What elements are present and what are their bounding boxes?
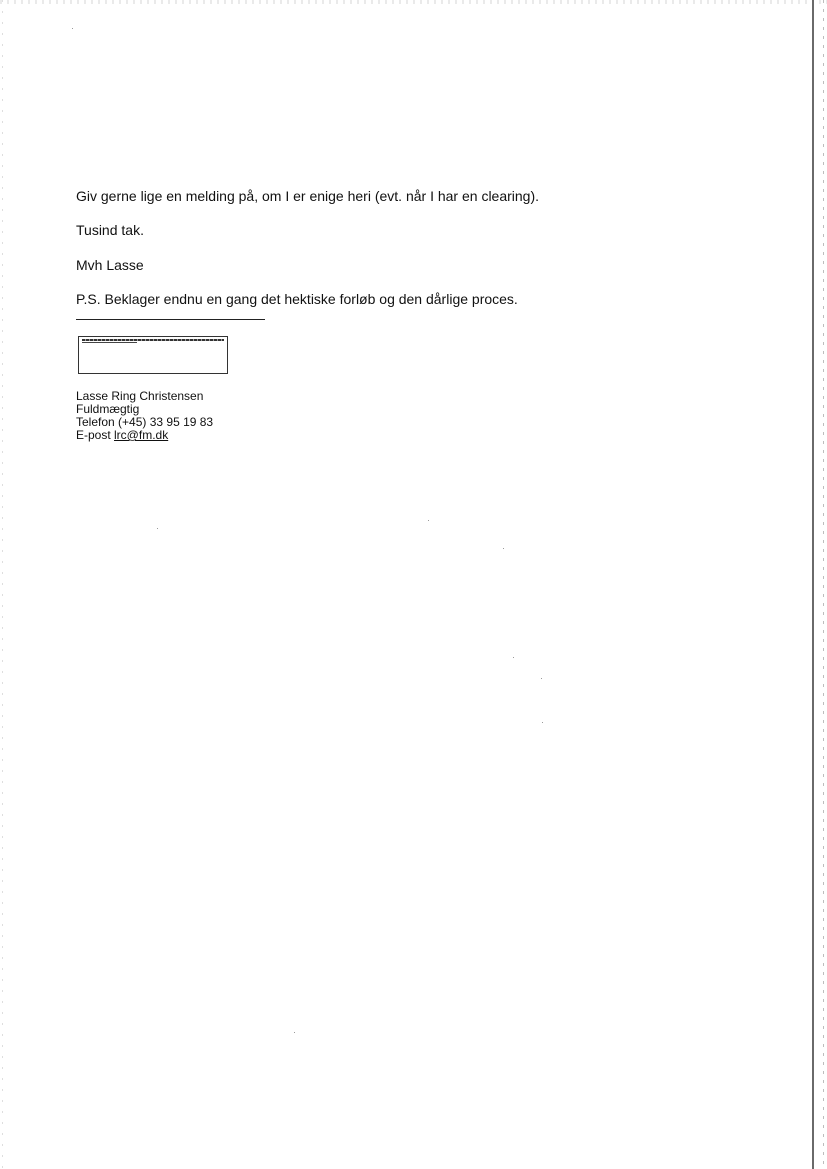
message-paragraph-request: Giv gerne lige en melding på, om I er enige heri (evt. når I har en clearing). (76, 188, 540, 204)
signature-phone: Telefon (+45) 33 95 19 83 (76, 415, 214, 429)
signature-email-line (76, 429, 213, 442)
message-paragraph-thanks: Tusind tak. (76, 222, 144, 238)
scan-artifact-top (0, 0, 827, 4)
signature-email-prefix: E-post (76, 428, 115, 442)
signature-title: Fuldmægtig (76, 402, 140, 416)
signature-logo-image (78, 336, 228, 374)
signature-email-link[interactable]: lrc@fm.dk (114, 428, 169, 442)
logo-image-strip (82, 339, 224, 341)
logo-image-strip-2 (82, 342, 137, 343)
scan-speck (513, 657, 514, 658)
signature-divider (76, 319, 265, 320)
message-paragraph-postscript: P.S. Beklager endnu en gang det hektiske forløb og den dårlige proces. (76, 291, 518, 307)
message-paragraph-closing: Mvh Lasse (76, 257, 144, 273)
scan-speck (157, 528, 158, 529)
signature-name: Lasse Ring Christensen (76, 389, 204, 403)
signature-block (76, 390, 213, 442)
scan-artifact-left (2, 0, 3, 1169)
scan-speck (72, 28, 73, 29)
scan-speck (541, 678, 542, 679)
scan-speck (294, 1032, 295, 1033)
scan-speck (428, 520, 429, 521)
scan-artifact-right-edge-2 (823, 0, 824, 1169)
scan-artifact-right-edge (812, 0, 814, 1169)
scan-speck (542, 722, 543, 723)
scan-speck (503, 548, 504, 549)
